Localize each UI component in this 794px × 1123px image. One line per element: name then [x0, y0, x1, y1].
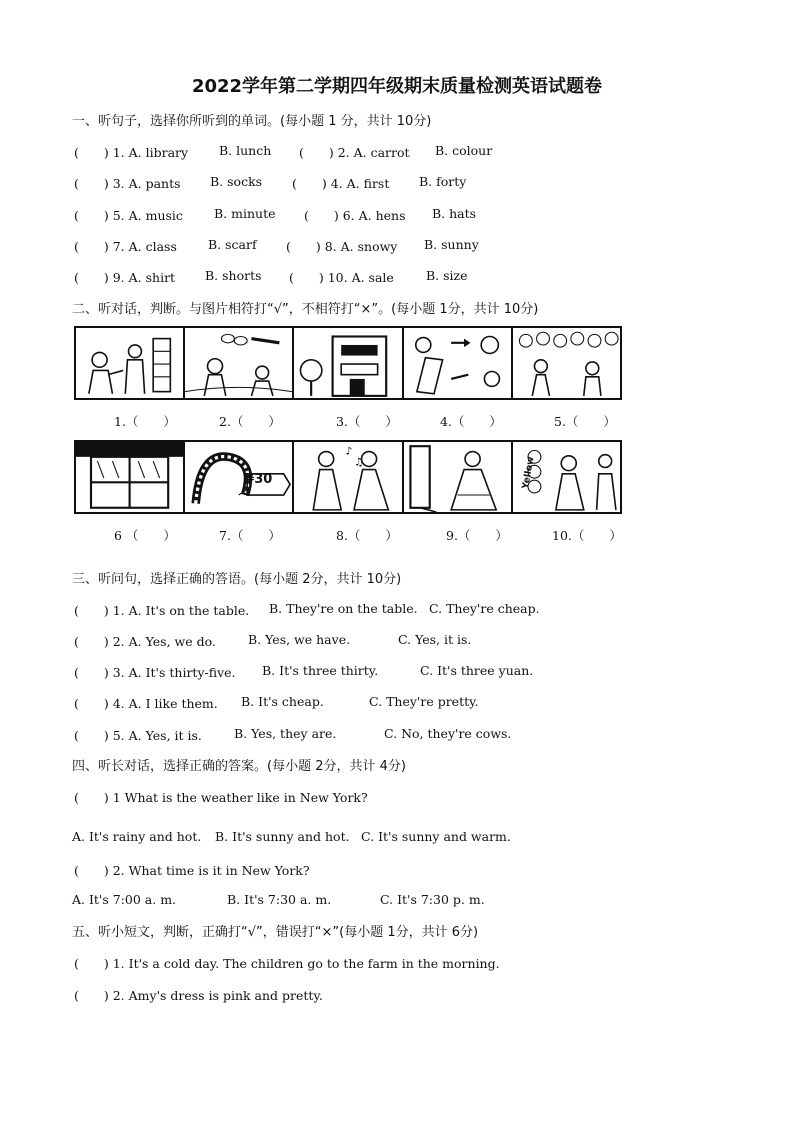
- s3-q4-a: ( ) 4. A. I like them.: [74, 696, 218, 711]
- page-title: 2022学年第二学期四年级期末质量检测英语试题卷: [191, 76, 603, 97]
- s1-q3: ( ) 3. A. pants: [74, 176, 181, 191]
- s1-q6: ( ) 6. A. hens: [304, 208, 406, 223]
- s1-q6-b: B. hats: [432, 206, 477, 221]
- picture-8: [294, 442, 403, 512]
- s4-q1-a: A. It's rainy and hot.: [72, 829, 202, 844]
- picture-5: [513, 328, 620, 398]
- section-4-heading: 四、听长对话，选择正确的答案。(每小题 2分，共计 4分): [72, 759, 406, 774]
- p-label-7: 7.（ ）: [219, 528, 281, 543]
- s3-q2-a: ( ) 2. A. Yes, we do.: [74, 634, 216, 649]
- s3-q1-a: ( ) 1. A. It's on the table.: [74, 603, 250, 618]
- p-label-1: 1.（ ）: [114, 414, 176, 429]
- s1-q5-b: B. minute: [214, 206, 276, 221]
- p-label-6: 6 （ ）: [114, 528, 176, 543]
- s4-q2-b: B. It's 7:30 a. m.: [227, 892, 332, 907]
- s3-q3-a: ( ) 3. A. It's thirty-five.: [74, 665, 236, 680]
- s1-q8-b: B. sunny: [424, 237, 479, 252]
- s1-q9-b: B. shorts: [205, 268, 262, 283]
- s3-q5-b: B. Yes, they are.: [234, 726, 337, 741]
- s4-q2-c: C. It's 7:30 p. m.: [380, 892, 485, 907]
- s1-q4: ( ) 4. A. first: [292, 176, 390, 191]
- s4-q1: ( ) 1 What is the weather like in New York?: [74, 790, 368, 805]
- s4-q2: ( ) 2. What time is it in New York?: [74, 863, 310, 878]
- s1-q10: ( ) 10. A. sale: [289, 270, 394, 285]
- section-2-heading: 二、听对话，判断。与图片相符打“√”，不相符打“×”。(每小题 1分，共计 10分): [72, 302, 539, 317]
- s1-q5: ( ) 5. A. music: [74, 208, 183, 223]
- p-label-8: 8.（ ）: [336, 528, 398, 543]
- s1-q2: ( ) 2. A. carrot: [299, 145, 410, 160]
- picture-3: [294, 328, 403, 398]
- s3-q5-a: ( ) 5. A. Yes, it is.: [74, 728, 202, 743]
- s3-q5-c: C. No, they're cows.: [384, 726, 512, 741]
- section-1-heading: 一、听句子，选择你所听到的单词。(每小题 1 分，共计 10分): [72, 114, 432, 129]
- p-label-4: 4.（ ）: [440, 414, 502, 429]
- picture-strip-2: [74, 440, 622, 514]
- picture-6: [76, 442, 185, 512]
- svg-text:♫: ♫: [354, 455, 365, 469]
- s1-q2-b: B. colour: [435, 143, 493, 158]
- p-label-2: 2.（ ）: [219, 414, 281, 429]
- picture-9: [404, 442, 513, 512]
- p-label-3: 3.（ ）: [336, 414, 398, 429]
- picture-4: [404, 328, 513, 398]
- s1-q4-b: B. forty: [419, 174, 467, 189]
- s1-q1-b: B. lunch: [219, 143, 272, 158]
- picture-10: [513, 442, 620, 512]
- s1-q10-b: B. size: [426, 268, 468, 283]
- word-yellow: Yellow: [520, 456, 537, 490]
- p-label-9: 9.（ ）: [446, 528, 508, 543]
- p-label-5: 5.（ ）: [554, 414, 616, 429]
- picture-7: [185, 442, 294, 512]
- s1-q7: ( ) 7. A. class: [74, 239, 177, 254]
- s3-q2-c: C. Yes, it is.: [398, 632, 472, 647]
- section-3-heading: 三、听问句，选择正确的答语。(每小题 2分，共计 10分): [72, 572, 402, 587]
- picture-strip-1: [74, 326, 622, 400]
- section-5-heading: 五、听小短文，判断，正确打“√”，错误打“×”(每小题 1分，共计 6分): [72, 925, 479, 940]
- picture-1: [76, 328, 185, 398]
- s3-q3-b: B. It's three thirty.: [262, 663, 379, 678]
- s3-q4-b: B. It's cheap.: [241, 694, 324, 709]
- s5-q2: ( ) 2. Amy's dress is pink and pretty.: [74, 988, 323, 1003]
- s3-q3-c: C. It's three yuan.: [420, 663, 534, 678]
- price-tag: ¥30: [245, 472, 273, 487]
- s4-q2-a: A. It's 7:00 a. m.: [72, 892, 177, 907]
- s1-q1: ( ) 1. A. library: [74, 145, 189, 160]
- picture-2: [185, 328, 294, 398]
- s4-q1-c: C. It's sunny and warm.: [361, 829, 511, 844]
- s3-q4-c: C. They're pretty.: [369, 694, 479, 709]
- s4-q1-b: B. It's sunny and hot.: [215, 829, 350, 844]
- s1-q7-b: B. scarf: [208, 237, 257, 252]
- s3-q2-b: B. Yes, we have.: [248, 632, 351, 647]
- s3-q1-c: C. They're cheap.: [429, 601, 540, 616]
- s1-q3-b: B. socks: [210, 174, 263, 189]
- s1-q9: ( ) 9. A. shirt: [74, 270, 176, 285]
- p-label-10: 10.（ ）: [552, 528, 622, 543]
- s3-q1-b: B. They're on the table.: [269, 601, 418, 616]
- s1-q8: ( ) 8. A. snowy: [286, 239, 398, 254]
- svg-text:♪: ♪: [345, 444, 353, 458]
- s5-q1: ( ) 1. It's a cold day. The children go to the farm in the morning.: [74, 956, 500, 971]
